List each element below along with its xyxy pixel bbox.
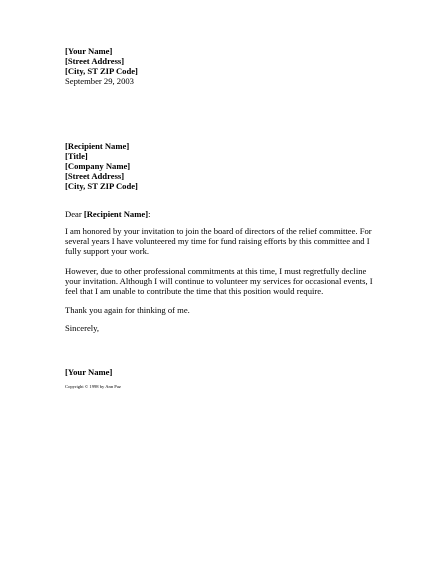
paragraph-line: However, due to other professional commitments at this time, I must regretfully decline: [65, 266, 367, 276]
salutation-prefix: Dear: [65, 209, 84, 219]
body-paragraph-3: [65, 305, 395, 315]
paragraph-line: several years I have volunteered my time for fund raising efforts by this committee and I: [65, 236, 370, 246]
paragraph-line: fully support your work.: [65, 246, 150, 256]
salutation: [65, 209, 150, 219]
closing: Sincerely,: [65, 323, 100, 333]
paragraph-line: your invitation. Although I will continue to volunteer my services for occasional events, I: [65, 276, 373, 286]
body-paragraph-1: [65, 226, 395, 256]
recipient-city: [City, ST ZIP Code]: [65, 181, 138, 191]
letter-date: September 29, 2003: [65, 76, 134, 86]
sender-street: [Street Address]: [65, 56, 125, 66]
signature-name: [Your Name]: [65, 367, 113, 377]
paragraph-line: feel that I am unable to contribute the time that this position would require.: [65, 286, 324, 296]
sender-city: [City, ST ZIP Code]: [65, 66, 138, 76]
salutation-suffix: :: [148, 209, 151, 219]
body-paragraph-2: [65, 266, 395, 296]
recipient-block: [65, 141, 138, 191]
recipient-street: [Street Address]: [65, 171, 125, 181]
sender-name: [Your Name]: [65, 46, 113, 56]
recipient-company: [Company Name]: [65, 161, 131, 171]
sender-block: [65, 46, 138, 86]
salutation-name: [Recipient Name]: [83, 209, 149, 219]
paragraph-line: I am honored by your invitation to join the board of directors of the relief committee. For: [65, 226, 372, 236]
paragraph-line: Thank you again for thinking of me.: [65, 305, 190, 315]
copyright-notice: Copyright © 1998 by Ann Paz: [65, 384, 121, 389]
recipient-title: [Title]: [65, 151, 88, 161]
recipient-name: [Recipient Name]: [65, 141, 130, 151]
